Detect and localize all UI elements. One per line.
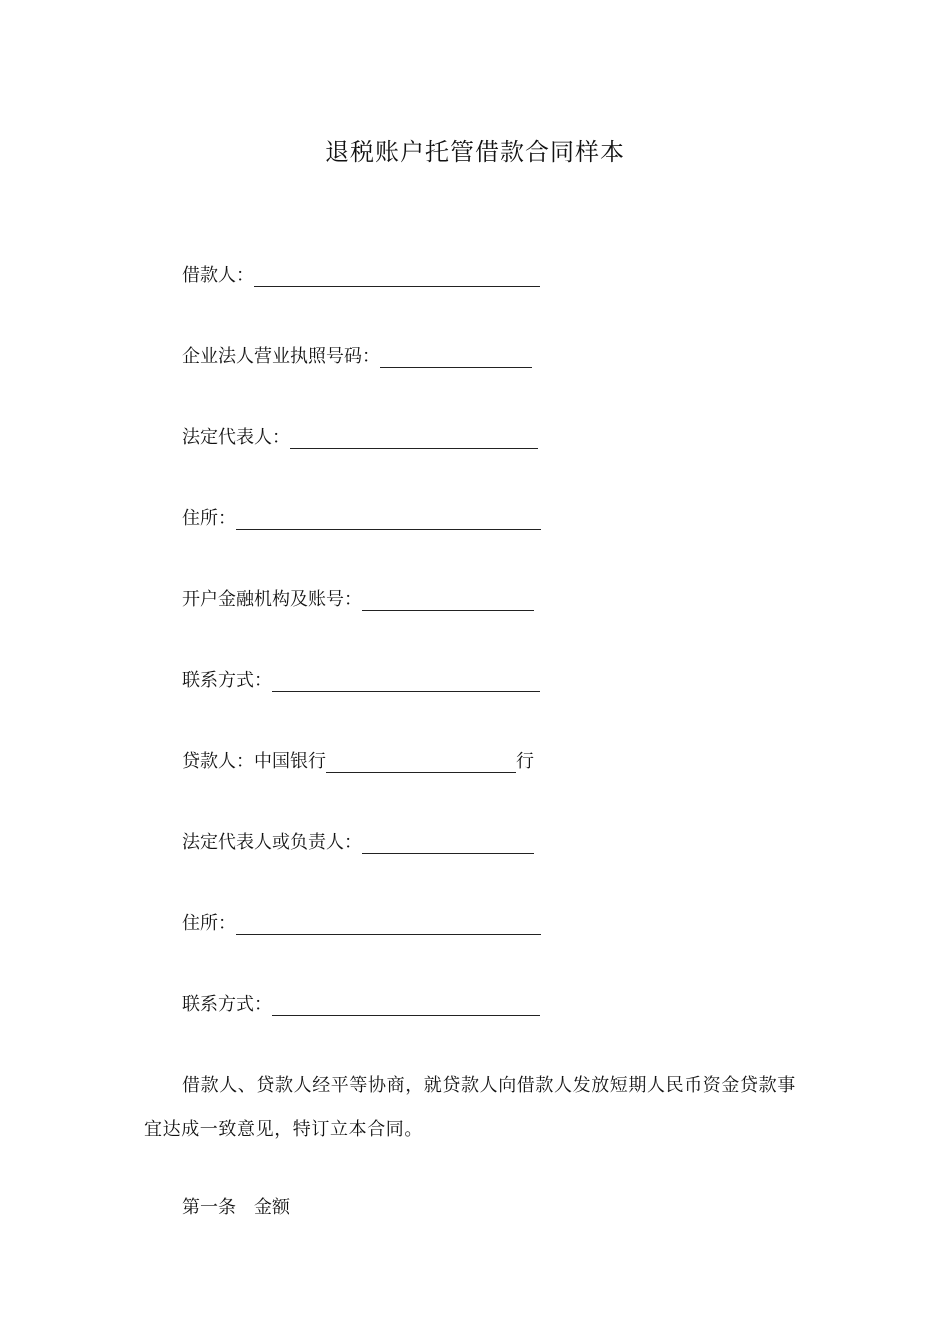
borrower-bank-field [182, 586, 534, 614]
borrower-contact-field [182, 667, 540, 695]
borrower-rep-label: 法定代表人： [182, 427, 290, 448]
lender-name-label: 贷款人：中国银行 [182, 751, 326, 772]
borrower-license-blank[interactable] [380, 345, 532, 368]
lender-branch-blank[interactable] [326, 750, 516, 773]
borrower-contact-label: 联系方式： [182, 670, 272, 691]
borrower-address-field [182, 505, 541, 533]
lender-address-label: 住所： [182, 913, 236, 934]
lender-address-field [182, 910, 541, 938]
borrower-name-label: 借款人： [182, 265, 254, 286]
borrower-address-label: 住所： [182, 508, 236, 529]
lender-rep-field [182, 829, 534, 857]
preamble-paragraph: 借款人、贷款人经平等协商，就贷款人向借款人发放短期人民币资金贷款事宜达成一致意见，特订立本合同。 [144, 1075, 796, 1140]
borrower-name-blank[interactable] [254, 264, 540, 287]
borrower-license-label: 企业法人营业执照号码： [182, 346, 380, 367]
borrower-license-field [182, 343, 532, 371]
borrower-contact-blank[interactable] [272, 669, 540, 692]
borrower-bank-label: 开户金融机构及账号： [182, 589, 362, 610]
lender-rep-label: 法定代表人或负责人： [182, 832, 362, 853]
borrower-name-field [182, 262, 540, 290]
lender-rep-blank[interactable] [362, 831, 534, 854]
lender-name-suffix: 行 [516, 751, 534, 772]
borrower-address-blank[interactable] [236, 507, 541, 530]
lender-contact-label: 联系方式： [182, 994, 272, 1015]
article-one-heading: 第一条 金额 [182, 1197, 290, 1218]
borrower-rep-blank[interactable] [290, 426, 538, 449]
lender-contact-blank[interactable] [272, 993, 540, 1016]
lender-address-blank[interactable] [236, 912, 541, 935]
borrower-bank-blank[interactable] [362, 588, 534, 611]
document-title: 退税账户托管借款合同样本 [325, 138, 625, 166]
lender-name-field [182, 748, 534, 776]
lender-contact-field [182, 991, 540, 1019]
borrower-rep-field [182, 424, 538, 452]
